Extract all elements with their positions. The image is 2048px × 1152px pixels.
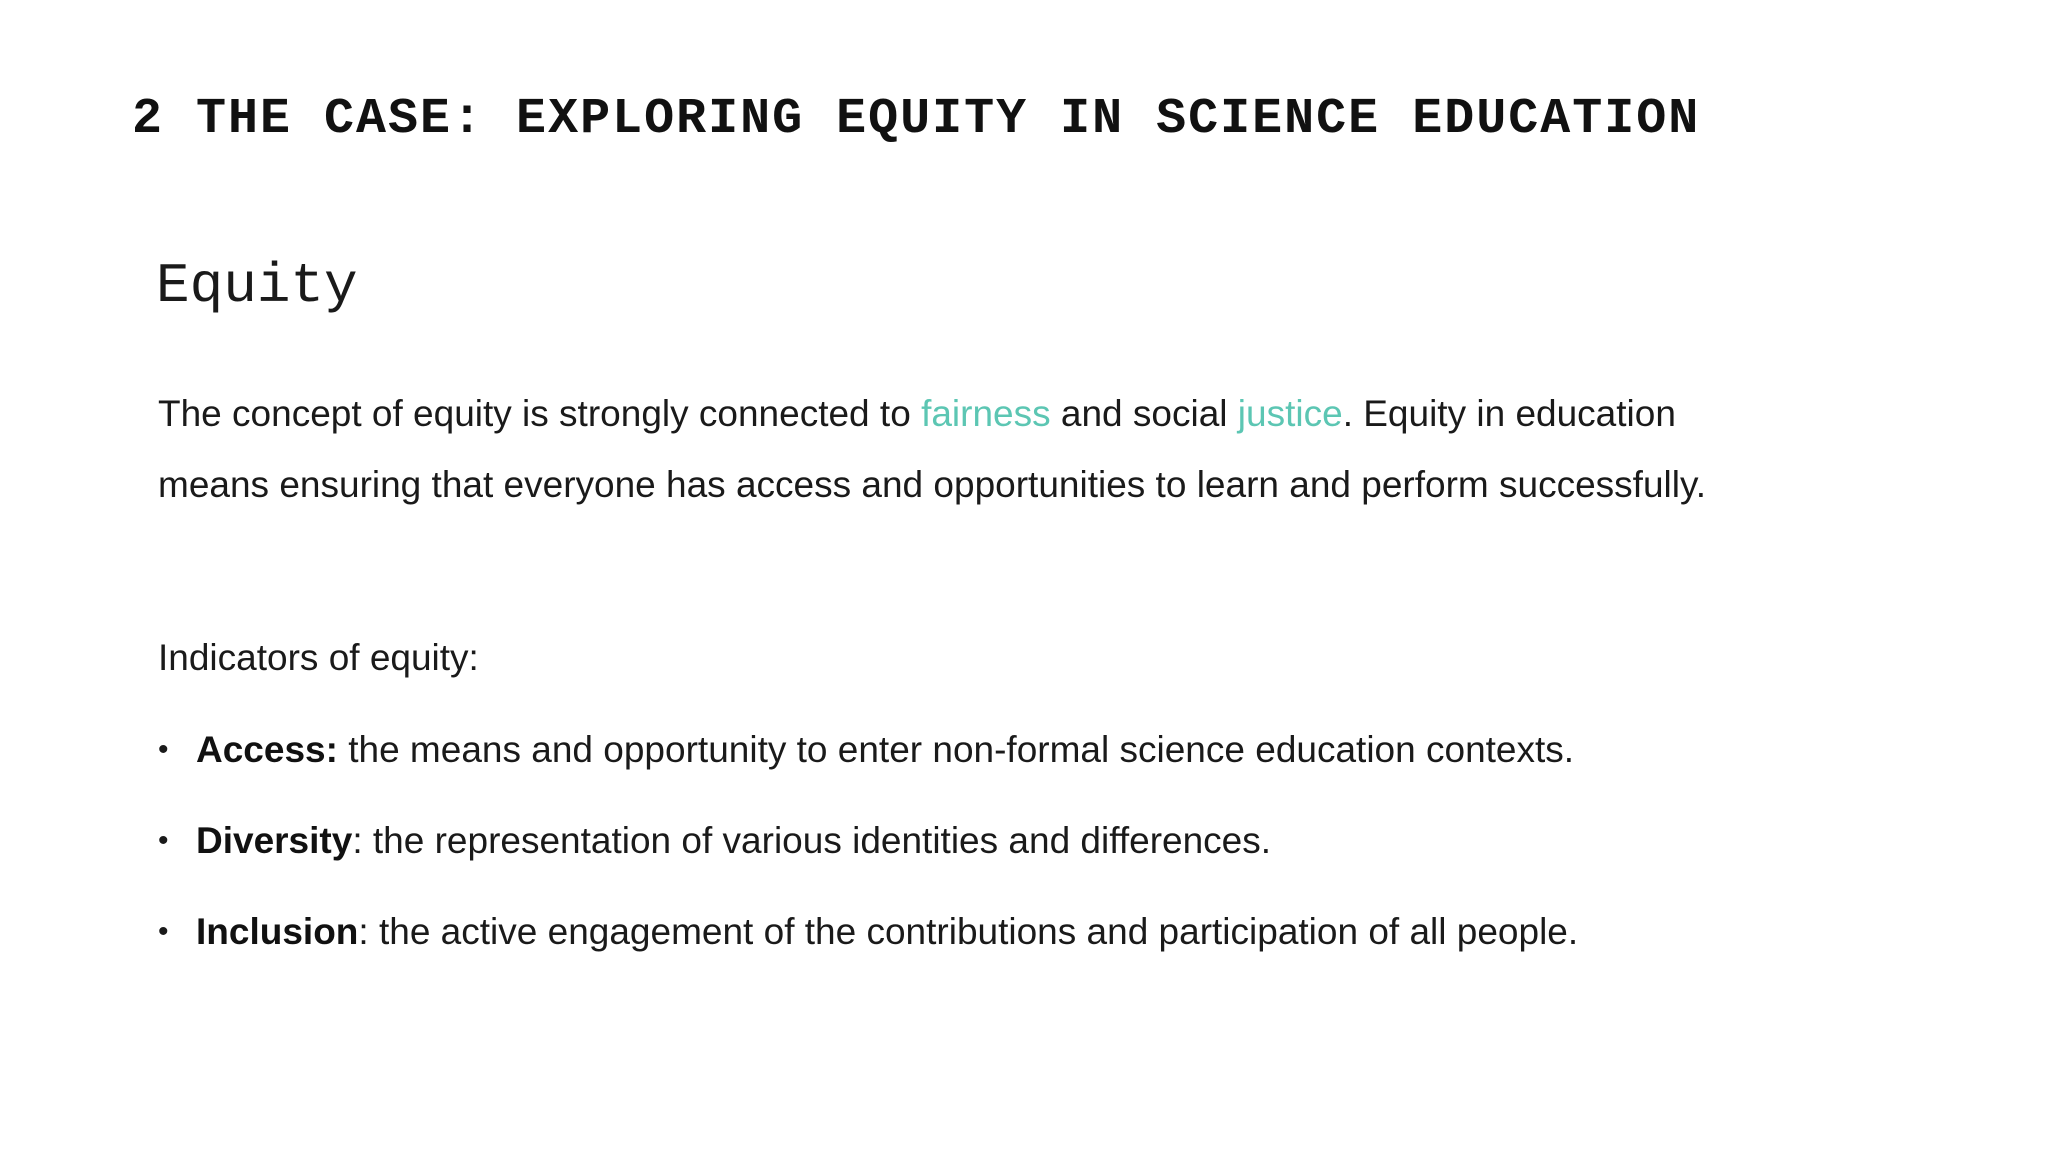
bullet-dot-icon: • [158, 824, 169, 857]
indicator-term: Diversity [196, 820, 353, 861]
indicator-inclusion [158, 904, 1578, 960]
slide-heading: 2 THE CASE: EXPLORING EQUITY IN SCIENCE EDUCATION [132, 91, 1701, 148]
paragraph-text: The concept of equity is strongly connected to [158, 393, 922, 434]
paragraph-line-2: means ensuring that everyone has access and opportunities to learn and perform successfully. [158, 464, 1707, 505]
indicator-access [158, 722, 1578, 778]
paragraph-text: and social [1050, 393, 1238, 434]
bullet-dot-icon: • [158, 733, 169, 766]
indicators-label: Indicators of equity: [158, 637, 479, 678]
indicators-list [158, 722, 1578, 960]
indicator-definition: the means and opportunity to enter non-formal science education contexts. [337, 729, 1575, 770]
indicator-term: Access: [196, 729, 338, 770]
fairness-highlight: fairness [921, 393, 1051, 434]
section-title: Equity [156, 254, 358, 318]
equity-definition-paragraph [158, 378, 1978, 520]
justice-highlight: justice [1237, 393, 1343, 434]
indicator-definition: : the representation of various identities and differences. [352, 820, 1272, 861]
indicator-definition: : the active engagement of the contributions and participation of all people. [358, 911, 1579, 952]
paragraph-text: . Equity in education [1342, 393, 1676, 434]
bullet-dot-icon: • [158, 915, 169, 948]
paragraph-line-1 [158, 378, 1978, 449]
indicator-term: Inclusion [196, 911, 359, 952]
indicator-diversity [158, 813, 1578, 869]
